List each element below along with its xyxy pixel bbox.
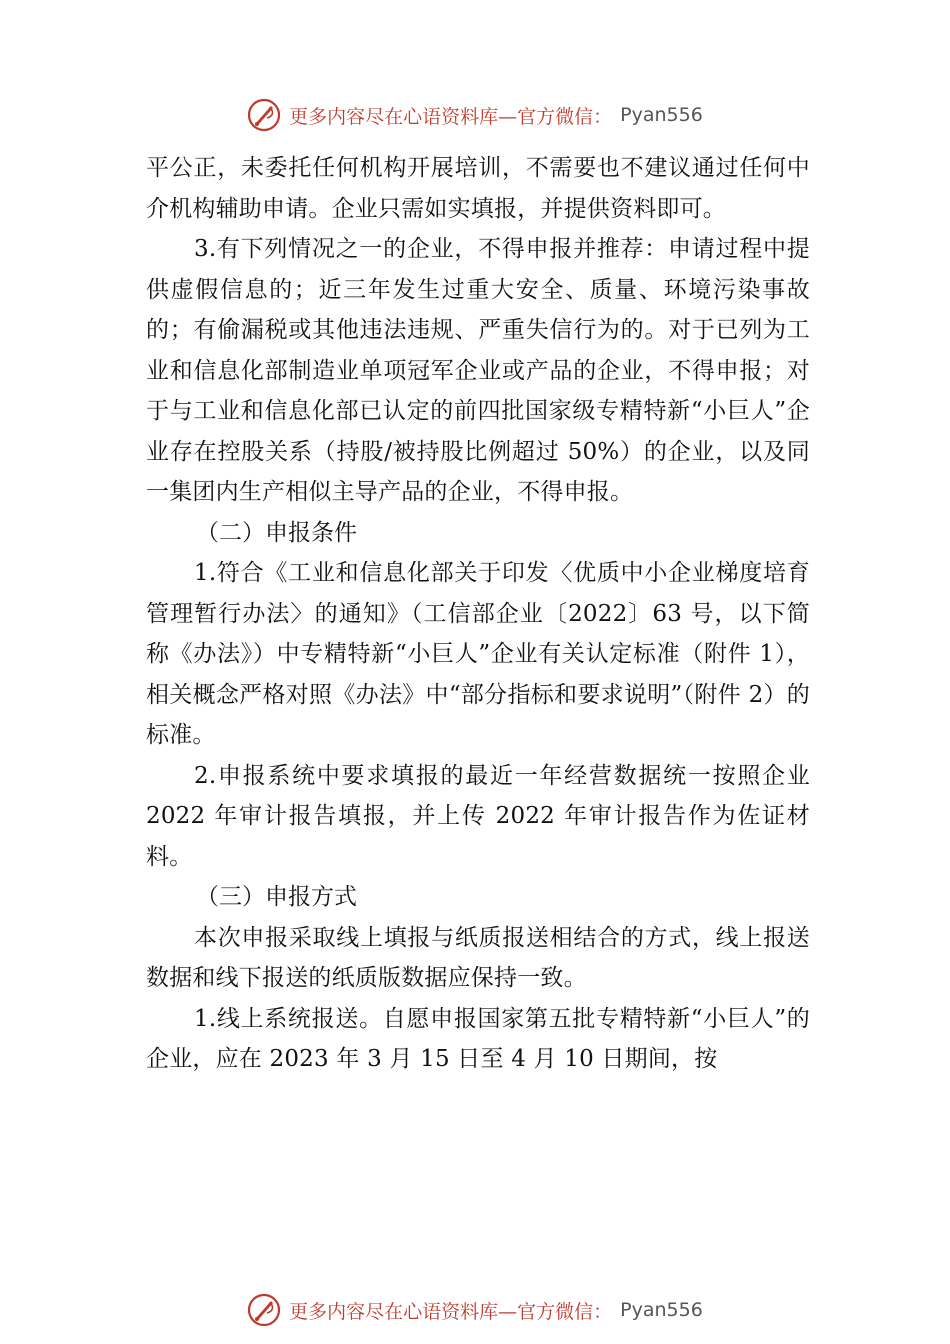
paragraph-condition-1: 1.符合《工业和信息化部关于印发〈优质中小企业梯度培育管理暂行办法〉的通知》（工信部企业〔2022〕63 号，以下简称《办法》）中专精特新“小巨人”企业有关认定标准（附件 1），相关概念严格对照《办法》中“部分指标和要求说明”（附件 2）的标准。 [146,560,810,748]
header-watermark [0,95,950,135]
paragraph-method-intro: 本次申报采取线上填报与纸质报送相结合的方式，线上报送数据和线下报送的纸质版数据应保持一致。 [146,924,810,991]
document-body [146,148,810,1080]
watermark-wechat-id: Pyan556 [620,1299,703,1321]
paragraph-method-1: 1.线上系统报送。自愿申报国家第五批专精特新“小巨人”的企业，应在 2023 年 3 月 15 日至 4 月 10 日期间，按 [146,1005,810,1072]
paragraph-condition-2: 2.申报系统中要求填报的最近一年经营数据统一按照企业 2022 年审计报告填报，并上传 2022 年审计报告作为佐证材料。 [146,762,810,870]
footer-watermark [0,1290,950,1330]
watermark-text: 更多内容尽在心语资料库—官方微信： [289,105,613,128]
paragraph-item-3: 3.有下列情况之一的企业，不得申报并推荐：申请过程中提供虚假信息的；近三年发生过重大安全、质量、环境污染事故的；有偷漏税或其他违法违规、严重失信行为的。对于已列为工业和信息化部制造业单项冠军企业或产品的企业，不得申报；对于与工业和信息化部已认定的前四批国家级专精特新“小巨人”企业存在控股关系（持股/被持股比例超过 50%）的企业，以及同一集团内生产相似主导产品的企业，不得申报。 [146,236,810,505]
quill-logo-icon [247,98,281,132]
watermark-text: 更多内容尽在心语资料库—官方微信： [289,1300,613,1323]
section-heading-3: （三）申报方式 [196,884,357,910]
paragraph-continued: 平公正，未委托任何机构开展培训，不需要也不建议通过任何中介机构辅助申请。企业只需如实填报，并提供资料即可。 [146,155,810,222]
section-heading-2: （二）申报条件 [196,519,357,546]
watermark-wechat-id: Pyan556 [620,104,703,126]
quill-logo-icon [247,1293,281,1327]
